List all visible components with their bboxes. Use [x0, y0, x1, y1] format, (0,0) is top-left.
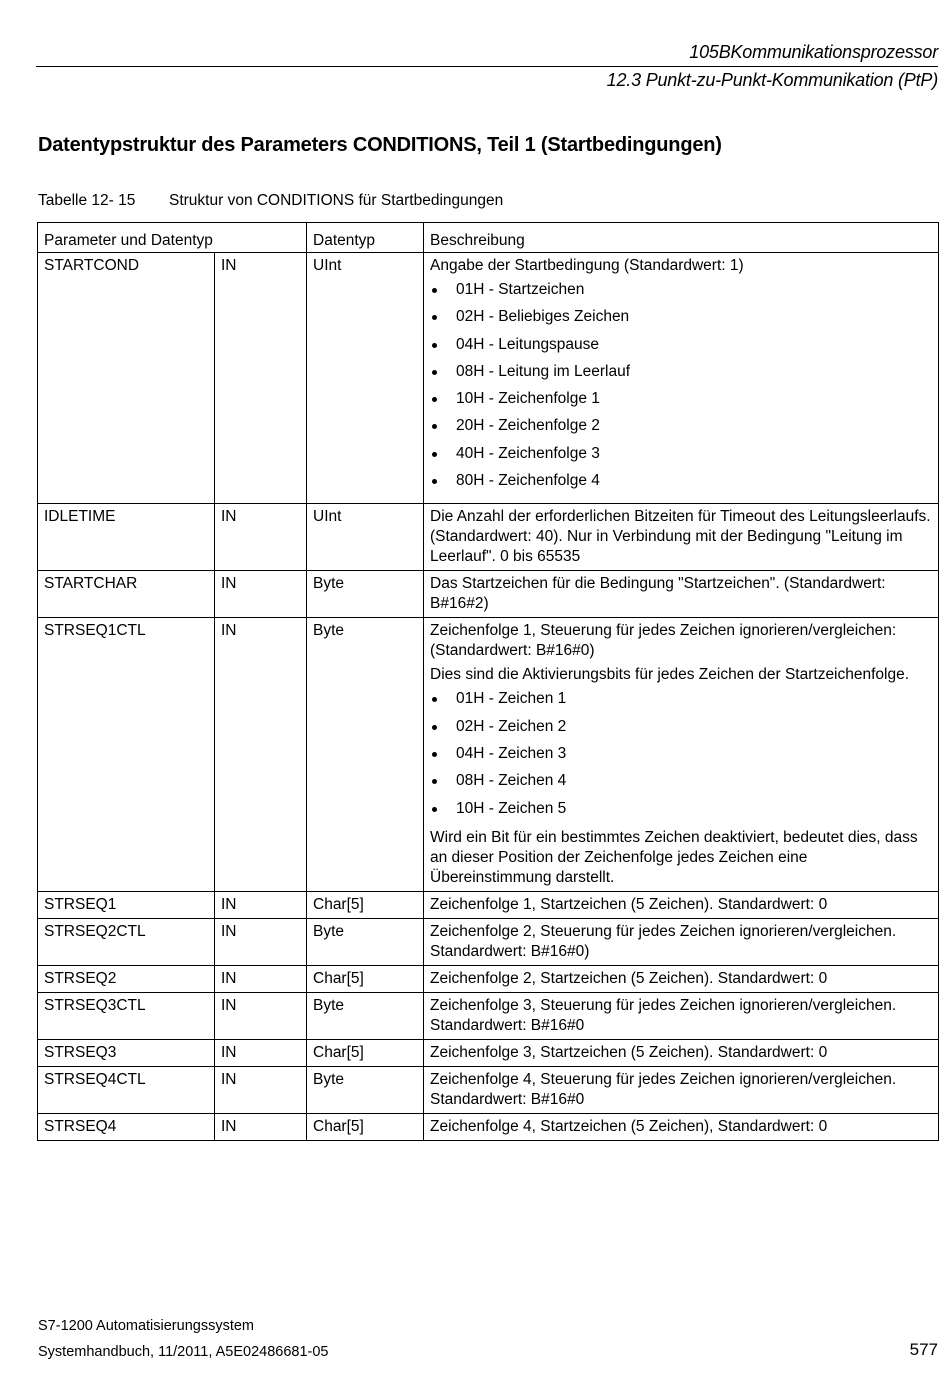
- value-list-item: 10H - Zeichen 5: [430, 799, 933, 826]
- header-rule: [36, 66, 938, 67]
- conditions-table: [37, 222, 939, 1141]
- param-direction-cell: IN: [215, 918, 307, 965]
- param-datatype-cell: Byte: [307, 1066, 424, 1113]
- param-direction-cell: IN: [215, 1039, 307, 1066]
- param-direction-cell: IN: [215, 618, 307, 891]
- value-list-item: 08H - Zeichen 4: [430, 771, 933, 798]
- value-list-item: 04H - Leitungspause: [430, 335, 933, 362]
- table-row: [38, 504, 939, 571]
- param-name-cell: STRSEQ2: [38, 965, 215, 992]
- param-name-cell: STARTCHAR: [38, 571, 215, 618]
- footer-manual: Systemhandbuch, 11/2011, A5E02486681-05: [38, 1344, 329, 1360]
- param-datatype-cell: Byte: [307, 618, 424, 891]
- header-param: Parameter und Datentyp: [38, 223, 307, 253]
- param-name-cell: STRSEQ1: [38, 891, 215, 918]
- param-description-cell: [424, 965, 939, 992]
- value-list-item: 04H - Zeichen 3: [430, 744, 933, 771]
- description-text: Zeichenfolge 1, Startzeichen (5 Zeichen). Standardwert: 0: [430, 895, 828, 913]
- param-direction-cell: IN: [215, 253, 307, 504]
- param-name-cell: STRSEQ4CTL: [38, 1066, 215, 1113]
- description-text: Die Anzahl der erforderlichen Bitzeiten für Timeout des Leitungsleerlaufs. (Standardwert: 40). Nur in Verbindung mit der Bedingung "Leitung im Leerlauf". 0 bis 65535: [430, 508, 931, 566]
- param-description-cell: [424, 571, 939, 618]
- description-text: Zeichenfolge 2, Steuerung für jedes Zeichen ignorieren/vergleichen. Standardwert: B#16#0): [430, 922, 897, 960]
- table-row: [38, 1113, 939, 1140]
- param-name-cell: STRSEQ4: [38, 1113, 215, 1140]
- description-text: Angabe der Startbedingung (Standardwert: 1): [430, 257, 744, 274]
- description-text: Zeichenfolge 4, Steuerung für jedes Zeichen ignorieren/vergleichen. Standardwert: B#16#0: [430, 1070, 897, 1108]
- param-datatype-cell: Char[5]: [307, 965, 424, 992]
- table-row: [38, 891, 939, 918]
- value-list-item: 08H - Leitung im Leerlauf: [430, 362, 933, 389]
- header-description: Beschreibung: [424, 223, 939, 253]
- param-datatype-cell: Char[5]: [307, 1113, 424, 1140]
- description-text: Zeichenfolge 3, Steuerung für jedes Zeichen ignorieren/vergleichen. Standardwert: B#16#0: [430, 996, 897, 1034]
- description-text: Dies sind die Aktivierungsbits für jedes Zeichen der Startzeichenfolge.: [430, 666, 910, 684]
- running-header-chapter: 105BKommunikationsprozessor: [689, 42, 938, 62]
- param-name-cell: STRSEQ1CTL: [38, 618, 215, 891]
- param-direction-cell: IN: [215, 1113, 307, 1140]
- param-description-cell: [424, 618, 939, 891]
- param-name-cell: IDLETIME: [38, 504, 215, 571]
- table-row: [38, 1039, 939, 1066]
- description-text: Zeichenfolge 4, Startzeichen (5 Zeichen), Standardwert: 0: [430, 1117, 828, 1135]
- running-header-section: 12.3 Punkt-zu-Punkt-Kommunikation (PtP): [606, 70, 938, 90]
- param-direction-cell: IN: [215, 965, 307, 992]
- description-text: Zeichenfolge 1, Steuerung für jedes Zeichen ignorieren/vergleichen: (Standardwert: B#16#0): [430, 622, 897, 660]
- value-list-item: 02H - Beliebiges Zeichen: [430, 307, 933, 334]
- param-datatype-cell: Char[5]: [307, 1039, 424, 1066]
- footer-product: S7-1200 Automatisierungssystem: [38, 1318, 254, 1334]
- param-description-cell: [424, 253, 939, 504]
- description-note: Wird ein Bit für ein bestimmtes Zeichen deaktiviert, bedeutet dies, dass an dieser Position der Zeichenfolge jedes Zeichen eine Übereinstimmung darstellt.: [430, 828, 918, 886]
- param-description-cell: [424, 918, 939, 965]
- table-caption-number: Tabelle 12- 15: [38, 192, 136, 209]
- description-text: Das Startzeichen für die Bedingung "Startzeichen". (Standardwert: B#16#2): [430, 575, 886, 613]
- table-caption-text: Struktur von CONDITIONS für Startbedingungen: [169, 192, 504, 209]
- param-datatype-cell: Byte: [307, 992, 424, 1039]
- value-list-item: 10H - Zeichenfolge 1: [430, 389, 933, 416]
- value-list-item: 80H - Zeichenfolge 4: [430, 471, 933, 498]
- param-direction-cell: IN: [215, 992, 307, 1039]
- section-title: Datentypstruktur des Parameters CONDITIONS, Teil 1 (Startbedingungen): [38, 134, 722, 156]
- param-direction-cell: IN: [215, 571, 307, 618]
- param-datatype-cell: UInt: [307, 504, 424, 571]
- param-description-cell: [424, 1039, 939, 1066]
- param-description-cell: [424, 1113, 939, 1140]
- table-body: [38, 253, 939, 1141]
- param-datatype-cell: Byte: [307, 571, 424, 618]
- param-direction-cell: IN: [215, 1066, 307, 1113]
- table-row: [38, 571, 939, 618]
- param-description-cell: [424, 992, 939, 1039]
- value-list-item: 40H - Zeichenfolge 3: [430, 444, 933, 471]
- param-description-cell: [424, 891, 939, 918]
- param-name-cell: STRSEQ2CTL: [38, 918, 215, 965]
- table-header-row: [38, 223, 939, 253]
- table-row: [38, 918, 939, 965]
- table-caption: [38, 192, 503, 210]
- param-name-cell: STRSEQ3CTL: [38, 992, 215, 1039]
- value-list-item: 02H - Zeichen 2: [430, 717, 933, 744]
- param-datatype-cell: Char[5]: [307, 891, 424, 918]
- param-description-cell: [424, 504, 939, 571]
- param-datatype-cell: Byte: [307, 918, 424, 965]
- table-row: [38, 992, 939, 1039]
- value-list-item: 01H - Zeichen 1: [430, 689, 933, 716]
- description-text: Zeichenfolge 3, Startzeichen (5 Zeichen). Standardwert: 0: [430, 1043, 828, 1061]
- value-list-item: 01H - Startzeichen: [430, 280, 933, 307]
- param-direction-cell: IN: [215, 504, 307, 571]
- table-row: [38, 965, 939, 992]
- table-row: [38, 253, 939, 504]
- table-row: [38, 618, 939, 891]
- value-list-item: 20H - Zeichenfolge 2: [430, 416, 933, 443]
- param-datatype-cell: UInt: [307, 253, 424, 504]
- header-datatype: Datentyp: [307, 223, 424, 253]
- param-name-cell: STARTCOND: [38, 253, 215, 504]
- value-list: [430, 280, 933, 498]
- page-number: 577: [909, 1340, 938, 1359]
- param-name-cell: STRSEQ3: [38, 1039, 215, 1066]
- table-row: [38, 1066, 939, 1113]
- param-description-cell: [424, 1066, 939, 1113]
- value-list: [430, 689, 933, 825]
- param-direction-cell: IN: [215, 891, 307, 918]
- description-text: Zeichenfolge 2, Startzeichen (5 Zeichen). Standardwert: 0: [430, 969, 828, 987]
